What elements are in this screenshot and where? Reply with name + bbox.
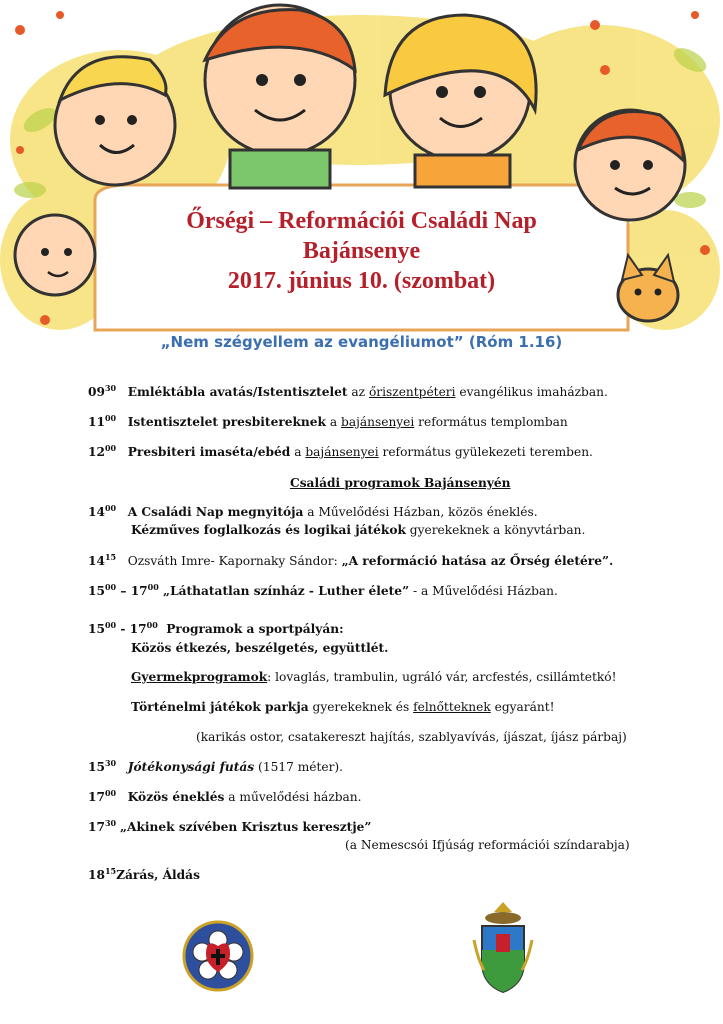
- time: $11^{00}$: [88, 413, 117, 429]
- program-item-6: [88, 584, 558, 598]
- event-title: Közös éneklés: [127, 790, 225, 804]
- program-item-4b: [131, 523, 585, 537]
- event-text: felnőtteknek: [413, 700, 491, 714]
- event-place: bajánsenyei: [305, 445, 379, 459]
- event-text: református templomban: [414, 415, 568, 429]
- event-title: Presbiteri imaséta/ebéd: [127, 445, 291, 459]
- event-title: Gyermekprogramok: [131, 670, 268, 684]
- program-item-5: [88, 554, 613, 568]
- event-text: a: [290, 445, 306, 459]
- event-title: Emléktábla avatás/Istentisztelet: [127, 385, 348, 399]
- program-item-1: [88, 385, 608, 399]
- program-item-4: [88, 505, 538, 519]
- event-text: református gyülekezeti teremben.: [378, 445, 593, 459]
- program-item-7: [88, 622, 344, 636]
- event-text: a Művelődési Házban, közös éneklés.: [303, 505, 538, 519]
- event-title: Kézműves foglalkozás és logikai játékok: [131, 523, 406, 537]
- program-item-7c: [131, 670, 617, 684]
- event-text: a művelődési házban.: [224, 790, 362, 804]
- event-title: „Akinek szívében Krisztus keresztje”: [119, 820, 372, 834]
- date-title: 2017. június 10. (szombat): [227, 268, 496, 294]
- program-item-9: [88, 790, 362, 804]
- event-text: (1517 méter).: [254, 760, 344, 774]
- event-title: „Láthatatlan színház - Luther élete”: [158, 584, 410, 598]
- page-title: Őrségi – Reformációi Családi Nap: [186, 208, 537, 234]
- luther-rose-logo: [182, 920, 254, 992]
- program-item-7e: (karikás ostor, csatakereszt hajítás, szablyavívás, íjászat, íjász párbaj): [196, 730, 627, 744]
- motto-reference: (Róm 1.16): [463, 333, 563, 351]
- event-text: gyerekeknek és: [308, 700, 414, 714]
- event-text: a: [326, 415, 342, 429]
- event-text: az: [347, 385, 369, 399]
- program-item-3: [88, 445, 593, 459]
- program-item-10: [88, 820, 371, 834]
- event-text: evangélikus imaházban.: [455, 385, 608, 399]
- section-title: Családi programok Bajánsenyén: [290, 476, 511, 490]
- event-text: gyerekeknek a könyvtárban.: [405, 523, 586, 537]
- program-item-7b: Közös étkezés, beszélgetés, együttlét.: [131, 641, 389, 655]
- program-item-10b: (a Nemescsói Ifjúság reformációi színdarabja): [345, 838, 630, 852]
- location-title: Bajánsenye: [302, 238, 421, 264]
- time: $18^{15}$: [88, 866, 117, 882]
- time: $12^{00}$: [88, 443, 117, 459]
- program-item-7d: [131, 700, 555, 714]
- time: $17^{00}$: [88, 788, 117, 804]
- coat-of-arms-logo: [470, 900, 536, 1000]
- event-place: bajánsenyei: [341, 415, 415, 429]
- time: $14^{00}$: [88, 503, 117, 519]
- event-title: Történelmi játékok parkja: [131, 700, 309, 714]
- motto-quote: „Nem szégyellem az evangéliumot”: [160, 333, 464, 351]
- event-title: A Családi Nap megnyitója: [127, 505, 304, 519]
- event-text: : lovaglás, trambulin, ugráló vár, arcfestés, csillámtetkó!: [267, 670, 617, 684]
- event-title: Programok a sportpályán:: [157, 622, 344, 636]
- time: $15^{30}$: [88, 758, 117, 774]
- event-title: „A reformáció hatása az Őrség életére”.: [341, 554, 614, 568]
- event-title: Istentisztelet presbitereknek: [127, 415, 326, 429]
- event-title: Zárás, Áldás: [116, 868, 200, 882]
- event-title: Jótékonysági futás: [127, 760, 255, 774]
- event-text: egyaránt!: [490, 700, 555, 714]
- time: $15^{00} - 17^{00}$: [88, 620, 158, 636]
- program-item-2: [88, 415, 568, 429]
- time: $15^{00} - 17^{00}$: [88, 582, 159, 598]
- event-speakers: Ozsváth Imre- Kapornaky Sándor:: [127, 554, 342, 568]
- time: $09^{30}$: [88, 383, 117, 399]
- time: $14^{15}$: [88, 552, 117, 568]
- time: $17^{30}$: [88, 818, 117, 834]
- event-text: - a Művelődési Házban.: [409, 584, 558, 598]
- program-item-8: [88, 760, 343, 774]
- event-place: őriszentpéteri: [368, 385, 456, 399]
- program-item-11: [88, 868, 200, 882]
